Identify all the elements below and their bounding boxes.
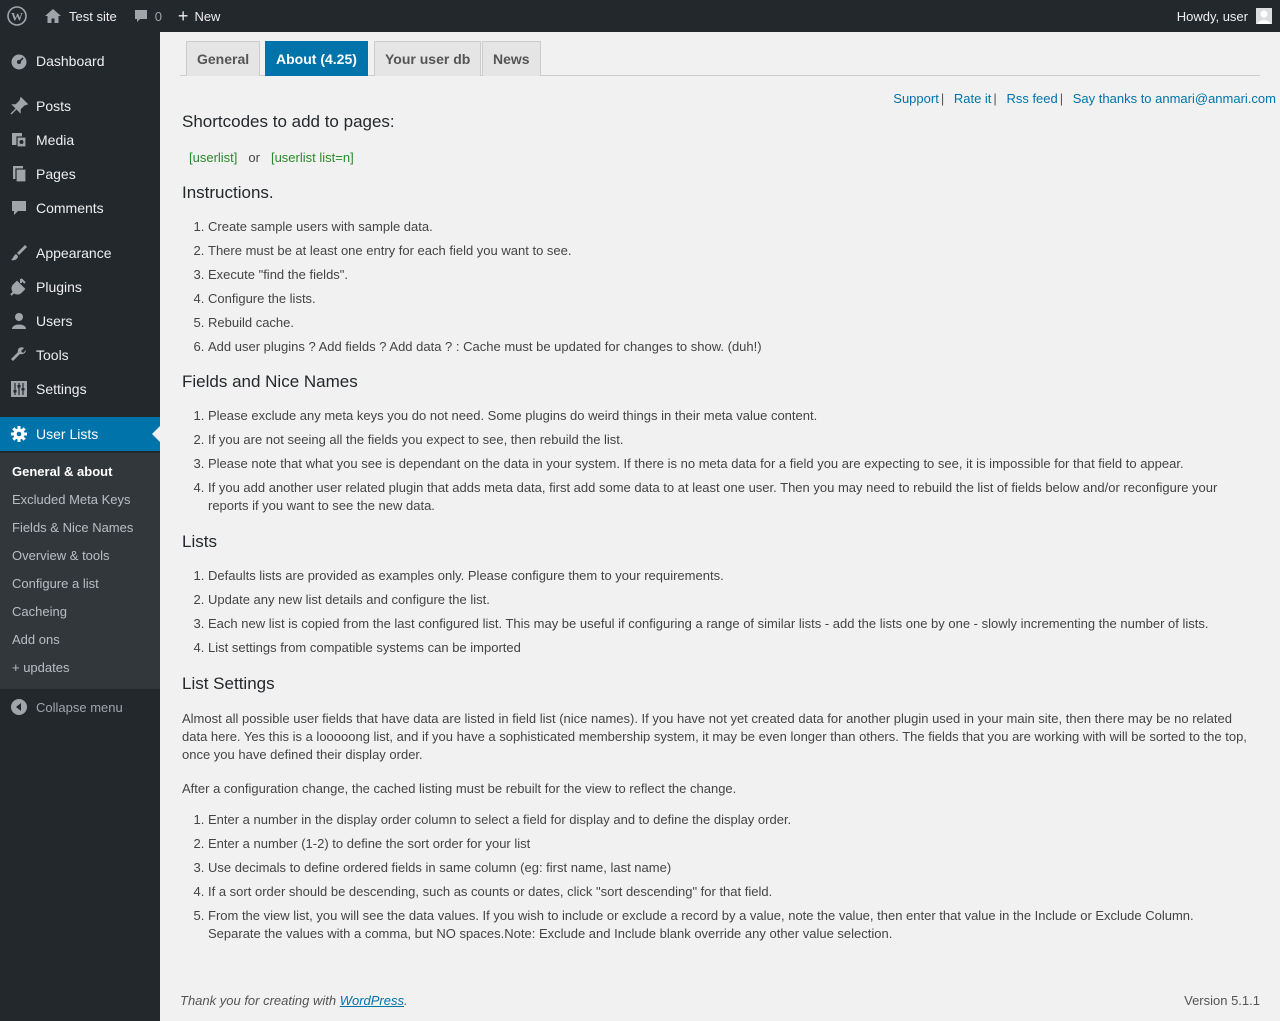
list-item: 4. If a sort order should be descending, such as counts or dates, click "sort descending" for that field. (208, 883, 1250, 901)
brush-icon (0, 244, 36, 262)
list-item: 4. If you add another user related plugin that adds meta data, first add some data to at least one user. Then you may need to rebuild the list of fields below and/or reconfigure your reports if you want to see the new data. (208, 479, 1250, 515)
sidebar-item-label: Pages (36, 166, 76, 182)
sidebar-item-label: Dashboard (36, 53, 105, 69)
sidebar-item-label: Posts (36, 98, 72, 114)
footer-thanks-prefix: Thank you for creating with (180, 993, 340, 1008)
sidebar-item-media[interactable] (0, 123, 160, 157)
fields-heading: Fields and Nice Names (182, 372, 358, 391)
submenu-fields-nice-names[interactable]: Fields & Nice Names (12, 520, 134, 535)
collapse-arrow-icon (0, 698, 36, 716)
submenu-overview-tools[interactable]: Overview & tools (12, 548, 110, 563)
shortcode-userlist: [userlist] (189, 150, 238, 165)
comments-count: 0 (154, 8, 162, 24)
collapse-menu-button[interactable] (0, 696, 123, 718)
comment-icon (0, 199, 36, 217)
submenu-configure-list[interactable]: Configure a list (12, 576, 99, 591)
site-name: Test site (69, 8, 117, 24)
shortcode-userlist-n: [userlist list=n] (270, 150, 354, 165)
tab-your-user-db[interactable]: Your user db (374, 41, 481, 76)
admin-sidebar (0, 32, 160, 1021)
list-item: 5. From the view list, you will see the data values. If you wish to include or exclude a record by a value, note the value, then enter that value in the Include or Exclude Column. Separate the values with a comma, but NO spaces.Note: Exclude and Include blank override any other value selection. (208, 907, 1250, 943)
lists-heading: Lists (182, 532, 217, 551)
shortcode-examples (189, 150, 354, 165)
main-content (160, 32, 1280, 1021)
sidebar-item-label: Comments (36, 200, 104, 216)
sidebar-item-label: Plugins (36, 279, 82, 295)
comments-link[interactable] (125, 0, 170, 32)
list-item: 3. Each new list is copied from the last configured list. This may be useful if configuring a range of similar lists - add the lists one by one - slowly incrementing the number of lists. (208, 615, 1250, 633)
collapse-menu-label: Collapse menu (36, 699, 123, 715)
list-item: 2. If you are not seeing all the fields you expect to see, then rebuild the list. (208, 431, 1250, 449)
sidebar-item-label: Media (36, 132, 75, 148)
wrench-icon (0, 346, 36, 364)
avatar (1256, 8, 1272, 24)
list-item: 4. Configure the lists. (208, 290, 1250, 308)
admin-bar (0, 0, 1280, 32)
instructions-heading: Instructions. (182, 183, 274, 202)
comment-icon (133, 8, 149, 24)
footer-thanks-suffix: . (404, 993, 408, 1008)
site-name-link[interactable] (34, 0, 125, 32)
list-item: 1. Please exclude any meta keys you do not need. Some plugins do weird things in their meta value content. (208, 407, 1250, 425)
sidebar-item-settings[interactable] (0, 372, 160, 406)
sidebar-item-dashboard[interactable] (0, 44, 160, 78)
submenu-updates[interactable]: + updates (12, 660, 70, 675)
shortcode-or: or (248, 150, 260, 165)
footer-thanks (180, 993, 408, 1008)
sidebar-item-comments[interactable] (0, 191, 160, 225)
wordpress-link[interactable]: WordPress (339, 993, 404, 1008)
sidebar-item-label: Settings (36, 381, 87, 397)
new-content-link[interactable] (170, 0, 229, 32)
tab-news[interactable]: News (482, 41, 541, 76)
list-item: 3. Execute "find the fields". (208, 266, 1250, 284)
sidebar-item-label: Appearance (36, 245, 112, 261)
list-item: 6. Add user plugins ? Add fields ? Add data ? : Cache must be updated for changes to show. (duh!) (208, 338, 1250, 356)
list-item: 4. List settings from compatible systems can be imported (208, 639, 1250, 657)
submenu-cacheing[interactable]: Cacheing (12, 604, 67, 619)
user-icon (0, 312, 36, 330)
media-icon (0, 131, 36, 149)
user-lists-submenu (0, 453, 160, 689)
submenu-excluded-meta-keys[interactable]: Excluded Meta Keys (12, 492, 131, 507)
svg-text:W: W (11, 9, 23, 24)
sidebar-item-users[interactable] (0, 304, 160, 338)
list-item: 1. Enter a number in the display order column to select a field for display and to define the display order. (208, 811, 1250, 829)
list-item: 2. There must be at least one entry for each field you want to see. (208, 242, 1250, 260)
plus-icon: + (177, 6, 189, 26)
sidebar-item-plugins[interactable] (0, 270, 160, 304)
pin-icon (0, 97, 36, 115)
sidebar-item-appearance[interactable] (0, 236, 160, 270)
list-settings-para-1: Almost all possible user fields that have data are listed in field list (nice names). If you have not yet created data for another plugin used in your main site, then there may be no related data here. Yes this is a looooong list, and if you have a sophisticated membership system, it may be even longer than others. The fields that you are working with will be sorted to the top, once you have defined their display order. (182, 711, 1247, 762)
sidebar-item-pages[interactable] (0, 157, 160, 191)
sidebar-item-tools[interactable] (0, 338, 160, 372)
account-menu[interactable] (1177, 0, 1280, 32)
howdy-text: Howdy, user (1176, 8, 1248, 24)
rss-feed-link[interactable]: Rss feed (1006, 91, 1058, 106)
list-item: 3. Please note that what you see is dependant on the data in your system. If there is no meta data for a field you are expecting to see, it is impossible for that field to appear. (208, 455, 1250, 473)
fields-list (208, 407, 1250, 515)
tab-about[interactable]: About (4.25) (265, 41, 368, 76)
tab-general[interactable]: General (186, 41, 260, 76)
list-item: 5. Rebuild cache. (208, 314, 1250, 332)
nav-tabs (180, 41, 1260, 76)
rate-it-link[interactable]: Rate it (953, 91, 992, 106)
sliders-icon (0, 380, 36, 398)
top-links: Support | Rate it | Rss feed | Say thanks to anmari@anmari.com (893, 91, 1276, 106)
home-icon (44, 8, 62, 24)
dashboard-icon (0, 52, 36, 70)
wordpress-logo-icon[interactable] (0, 0, 34, 32)
sidebar-item-label: User Lists (36, 426, 99, 442)
pages-icon (0, 165, 36, 183)
say-thanks-link[interactable]: Say thanks to anmari@anmari.com (1072, 91, 1276, 106)
instructions-list (208, 218, 1250, 356)
shortcodes-heading: Shortcodes to add to pages: (182, 112, 395, 131)
sidebar-item-posts[interactable] (0, 89, 160, 123)
footer-version: Version 5.1.1 (1184, 993, 1260, 1008)
list-item: 1. Defaults lists are provided as examples only. Please configure them to your requirements. (208, 567, 1250, 585)
list-item: 2. Enter a number (1-2) to define the sort order for your list (208, 835, 1250, 853)
gear-icon (0, 425, 36, 443)
support-link[interactable]: Support (893, 91, 939, 106)
plug-icon (0, 278, 36, 296)
list-settings-heading: List Settings (182, 674, 275, 693)
settings-list (208, 811, 1250, 943)
sidebar-item-user-lists[interactable] (0, 417, 160, 451)
sidebar-item-label: Tools (36, 347, 69, 363)
list-item: 2. Update any new list details and configure the list. (208, 591, 1250, 609)
submenu-general-about[interactable]: General & about (12, 464, 113, 479)
list-item: 1. Create sample users with sample data. (208, 218, 1250, 236)
new-label: New (194, 8, 221, 24)
lists-list (208, 567, 1250, 657)
list-item: 3. Use decimals to define ordered fields in same column (eg: first name, last name) (208, 859, 1250, 877)
sidebar-item-label: Users (36, 313, 73, 329)
list-settings-para-2: After a configuration change, the cached listing must be rebuilt for the view to reflect the change. (182, 781, 737, 796)
submenu-add-ons[interactable]: Add ons (12, 632, 60, 647)
